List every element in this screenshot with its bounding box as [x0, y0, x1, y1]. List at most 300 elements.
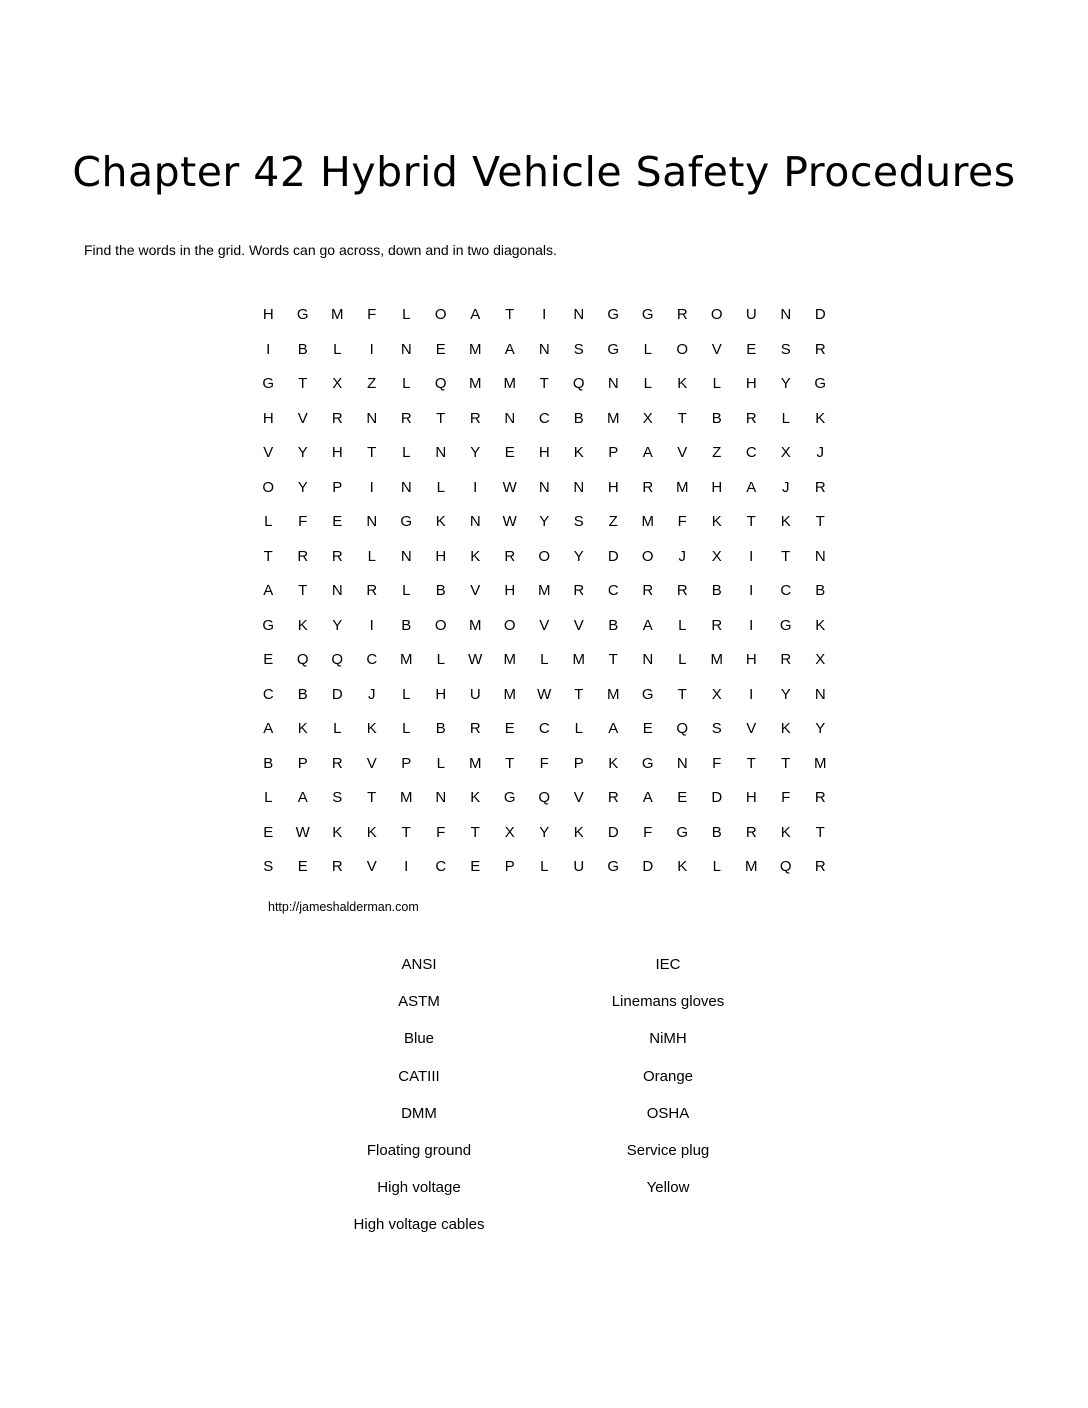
source-url: http://jameshalderman.com [268, 900, 419, 914]
grid-letter[interactable]: L [540, 651, 549, 668]
grid-letter[interactable]: Y [332, 616, 343, 634]
grid-letter[interactable]: N [642, 651, 654, 668]
grid-letter[interactable]: E [504, 444, 515, 461]
grid-letter[interactable]: F [436, 823, 446, 841]
grid-letter[interactable]: A [263, 582, 274, 599]
word-list-item: CATIII [398, 1067, 440, 1085]
grid-letter[interactable]: M [503, 651, 516, 668]
grid-letter[interactable]: L [264, 789, 273, 806]
grid-letter[interactable]: I [473, 478, 478, 496]
grid-letter[interactable]: C [366, 651, 378, 668]
grid-letter[interactable]: O [641, 547, 654, 565]
grid-letter[interactable]: K [366, 823, 377, 841]
grid-letter[interactable]: X [711, 547, 722, 565]
grid-letter[interactable]: C [780, 582, 792, 599]
grid-letter[interactable]: L [402, 444, 411, 461]
grid-letter[interactable]: M [503, 685, 516, 703]
grid-letter[interactable]: Q [572, 375, 585, 392]
grid-letter[interactable]: G [262, 616, 275, 634]
grid-letter[interactable]: L [402, 720, 411, 737]
grid-letter[interactable]: K [677, 375, 688, 392]
grid-letter[interactable]: M [503, 375, 516, 392]
grid-letter[interactable]: T [539, 375, 549, 392]
grid-letter[interactable]: R [331, 754, 343, 772]
grid-letter[interactable]: T [367, 444, 377, 461]
grid-letter[interactable]: I [369, 616, 374, 634]
grid-letter[interactable]: A [297, 789, 308, 806]
grid-letter[interactable]: Q [779, 858, 792, 875]
grid-letter[interactable]: S [573, 513, 584, 530]
grid-letter[interactable]: I [749, 616, 754, 634]
grid-letter[interactable]: I [749, 685, 754, 703]
grid-letter[interactable]: H [435, 685, 447, 703]
grid-letter[interactable]: L [264, 513, 273, 530]
grid-letter[interactable]: C [262, 685, 274, 703]
grid-letter[interactable]: I [266, 340, 271, 358]
grid-letter[interactable]: C [435, 858, 447, 875]
grid-letter[interactable]: B [711, 823, 722, 841]
grid-letter[interactable]: U [745, 306, 757, 323]
grid-letter[interactable]: F [539, 754, 549, 772]
grid-letter[interactable]: L [402, 306, 411, 323]
word-list-item: ASTM [398, 993, 440, 1011]
grid-letter[interactable]: T [815, 513, 825, 530]
grid-letter[interactable]: H [262, 306, 274, 323]
grid-letter[interactable]: B [435, 720, 446, 737]
grid-letter[interactable]: I [369, 478, 374, 496]
grid-letter[interactable]: X [332, 375, 343, 392]
grid-letter[interactable]: V [297, 409, 308, 427]
grid-letter[interactable]: M [710, 651, 723, 668]
grid-letter[interactable]: Z [608, 513, 618, 530]
grid-letter[interactable]: M [469, 375, 482, 392]
grid-letter[interactable]: N [573, 478, 585, 496]
grid-letter[interactable]: K [677, 858, 688, 875]
grid-letter[interactable]: L [712, 858, 721, 875]
grid-letter[interactable]: O [538, 547, 551, 565]
grid-letter[interactable]: E [642, 720, 653, 737]
grid-letter[interactable]: T [436, 409, 446, 427]
grid-letter[interactable]: B [297, 340, 308, 358]
grid-letter[interactable]: H [538, 444, 550, 461]
grid-letter[interactable]: B [263, 754, 274, 772]
grid-letter[interactable]: B [573, 409, 584, 427]
grid-letter[interactable]: R [814, 478, 826, 496]
grid-letter[interactable]: Q [434, 375, 447, 392]
grid-letter[interactable]: L [712, 375, 721, 392]
grid-letter[interactable]: T [781, 547, 791, 565]
grid-letter[interactable]: N [676, 754, 688, 772]
grid-letter[interactable]: G [641, 754, 654, 772]
grid-letter[interactable]: R [814, 858, 826, 875]
grid-letter[interactable]: I [542, 306, 547, 323]
grid-letter[interactable]: S [780, 340, 791, 358]
grid-letter[interactable]: R [745, 409, 757, 427]
grid-letter[interactable]: T [298, 375, 308, 392]
grid-letter[interactable]: K [297, 720, 308, 737]
grid-letter[interactable]: R [814, 340, 826, 358]
grid-letter[interactable]: O [262, 478, 275, 496]
grid-letter[interactable]: A [263, 720, 274, 737]
grid-letter[interactable]: M [469, 754, 482, 772]
grid-letter[interactable]: I [369, 340, 374, 358]
grid-letter[interactable]: N [331, 582, 343, 599]
grid-letter[interactable]: R [366, 582, 378, 599]
grid-letter[interactable]: A [608, 720, 619, 737]
grid-letter[interactable]: D [711, 789, 723, 806]
grid-letter[interactable]: V [573, 789, 584, 806]
grid-letter[interactable]: K [470, 789, 481, 806]
grid-letter[interactable]: L [678, 651, 687, 668]
grid-letter[interactable]: K [573, 444, 584, 461]
grid-letter[interactable]: L [402, 582, 411, 599]
grid-letter[interactable]: A [504, 340, 515, 358]
grid-letter[interactable]: T [781, 754, 791, 772]
grid-letter[interactable]: K [608, 754, 619, 772]
grid-letter[interactable]: R [745, 823, 757, 841]
grid-letter[interactable]: D [607, 823, 619, 841]
grid-letter[interactable]: T [677, 409, 687, 427]
grid-letter[interactable]: H [331, 444, 343, 461]
grid-letter[interactable]: T [263, 547, 273, 565]
grid-letter[interactable]: N [780, 306, 792, 323]
grid-letter[interactable]: L [643, 375, 652, 392]
grid-letter[interactable]: P [608, 444, 619, 461]
grid-letter[interactable]: T [505, 306, 515, 323]
word-list-item: Blue [403, 1030, 435, 1048]
grid-letter[interactable]: G [641, 306, 654, 323]
grid-letter[interactable]: Y [539, 823, 550, 841]
grid-letter[interactable]: K [470, 547, 481, 565]
grid-letter[interactable]: T [815, 823, 825, 841]
grid-letter[interactable]: T [505, 754, 515, 772]
grid-letter[interactable]: J [368, 685, 376, 703]
grid-letter[interactable]: V [539, 616, 550, 634]
grid-letter[interactable]: R [297, 547, 309, 565]
grid-letter[interactable]: K [332, 823, 343, 841]
grid-letter[interactable]: N [814, 685, 826, 703]
grid-letter[interactable]: V [573, 616, 584, 634]
grid-letter[interactable]: G [779, 616, 792, 634]
grid-letter[interactable]: L [436, 754, 445, 772]
grid-letter[interactable]: P [504, 858, 515, 875]
grid-letter[interactable]: L [540, 858, 549, 875]
grid-letter[interactable]: L [574, 720, 583, 737]
grid-letter[interactable]: T [470, 823, 480, 841]
grid-letter[interactable]: K [573, 823, 584, 841]
grid-letter[interactable]: M [400, 651, 413, 668]
grid-letter[interactable]: E [746, 340, 757, 358]
grid-letter[interactable]: R [331, 858, 343, 875]
grid-letter[interactable]: G [607, 306, 620, 323]
grid-letter[interactable]: V [366, 858, 377, 875]
grid-letter[interactable]: K [435, 513, 446, 530]
grid-letter[interactable]: R [469, 409, 481, 427]
grid-letter[interactable]: X [642, 409, 653, 427]
grid-letter[interactable]: R [573, 582, 585, 599]
grid-letter[interactable]: D [331, 685, 343, 703]
grid-letter[interactable]: T [401, 823, 411, 841]
grid-letter[interactable]: G [262, 375, 275, 392]
grid-letter[interactable]: D [607, 547, 619, 565]
grid-letter[interactable]: W [537, 685, 552, 703]
grid-letter[interactable]: R [331, 409, 343, 427]
grid-letter[interactable]: G [814, 375, 827, 392]
grid-letter[interactable]: T [608, 651, 618, 668]
word-list-item: Linemans gloves [611, 993, 725, 1011]
grid-letter[interactable]: L [436, 478, 445, 496]
grid-letter[interactable]: O [710, 306, 723, 323]
grid-letter[interactable]: N [400, 340, 412, 358]
grid-letter[interactable]: T [746, 754, 756, 772]
grid-letter[interactable]: E [504, 720, 515, 737]
grid-letter[interactable]: W [295, 823, 310, 841]
grid-letter[interactable]: V [470, 582, 481, 599]
grid-letter[interactable]: K [815, 409, 826, 427]
grid-letter[interactable]: W [502, 478, 517, 496]
grid-letter[interactable]: O [676, 340, 689, 358]
grid-letter[interactable]: E [263, 651, 274, 668]
grid-letter[interactable]: B [401, 616, 412, 634]
grid-letter[interactable]: J [678, 547, 686, 565]
grid-letter[interactable]: M [469, 616, 482, 634]
grid-letter[interactable]: M [745, 858, 758, 875]
grid-letter[interactable]: E [263, 823, 274, 841]
grid-letter[interactable]: V [263, 444, 274, 461]
grid-letter[interactable]: L [333, 720, 342, 737]
grid-letter[interactable]: B [711, 582, 722, 599]
grid-letter[interactable]: Q [538, 789, 551, 806]
grid-letter[interactable]: X [504, 823, 515, 841]
grid-letter[interactable]: K [780, 823, 791, 841]
grid-letter[interactable]: M [676, 478, 689, 496]
grid-letter[interactable]: Q [296, 651, 309, 668]
grid-letter[interactable]: L [402, 375, 411, 392]
grid-letter[interactable]: K [780, 720, 791, 737]
grid-letter[interactable]: B [815, 582, 826, 599]
grid-letter[interactable]: N [814, 547, 826, 565]
grid-letter[interactable]: M [607, 685, 620, 703]
grid-letter[interactable]: G [400, 513, 413, 530]
grid-letter[interactable]: C [745, 444, 757, 461]
grid-letter[interactable]: F [712, 754, 722, 772]
grid-letter[interactable]: Y [780, 685, 791, 703]
grid-letter[interactable]: R [711, 616, 723, 634]
grid-letter[interactable]: S [573, 340, 584, 358]
grid-letter[interactable]: E [297, 858, 308, 875]
grid-letter[interactable]: G [607, 858, 620, 875]
grid-letter[interactable]: L [333, 340, 342, 358]
word-list-item: Yellow [646, 1179, 690, 1197]
grid-letter[interactable]: R [331, 547, 343, 565]
grid-letter[interactable]: X [711, 685, 722, 703]
grid-letter[interactable]: I [404, 858, 409, 875]
grid-letter[interactable]: V [746, 720, 757, 737]
grid-letter[interactable]: O [434, 616, 447, 634]
grid-letter[interactable]: N [400, 547, 412, 565]
instructions: Find the words in the grid. Words can go across, down and in two diagonals. [84, 242, 557, 258]
grid-letter[interactable]: N [538, 340, 550, 358]
grid-letter[interactable]: N [435, 789, 447, 806]
grid-letter[interactable]: M [469, 340, 482, 358]
grid-letter[interactable]: L [436, 651, 445, 668]
grid-letter[interactable]: P [332, 478, 343, 496]
grid-letter[interactable]: D [642, 858, 654, 875]
grid-letter[interactable]: H [745, 375, 757, 392]
grid-letter[interactable]: W [468, 651, 483, 668]
grid-letter[interactable]: D [814, 306, 826, 323]
grid-letter[interactable]: G [641, 685, 654, 703]
grid-letter[interactable]: C [538, 720, 550, 737]
grid-letter[interactable]: Y [297, 478, 308, 496]
grid-letter[interactable]: R [780, 651, 792, 668]
grid-letter[interactable]: F [298, 513, 308, 530]
grid-letter[interactable]: H [745, 651, 757, 668]
grid-letter[interactable]: B [435, 582, 446, 599]
grid-letter[interactable]: N [538, 478, 550, 496]
grid-letter[interactable]: V [677, 444, 688, 461]
grid-letter[interactable]: M [331, 306, 344, 323]
grid-letter[interactable]: K [297, 616, 308, 634]
grid-letter[interactable]: E [332, 513, 343, 530]
grid-letter[interactable]: U [469, 685, 481, 703]
grid-letter[interactable]: N [607, 375, 619, 392]
grid-letter[interactable]: G [607, 340, 620, 358]
grid-letter[interactable]: N [435, 444, 447, 461]
word-list-item: High voltage cables [353, 1216, 485, 1234]
grid-letter[interactable]: N [573, 306, 585, 323]
grid-letter[interactable]: H [711, 478, 723, 496]
grid-letter[interactable]: M [607, 409, 620, 427]
grid-letter[interactable]: Q [676, 720, 689, 737]
grid-letter[interactable]: N [504, 409, 516, 427]
grid-letter[interactable]: L [367, 547, 376, 565]
grid-letter[interactable]: F [367, 306, 377, 323]
grid-letter[interactable]: N [400, 478, 412, 496]
grid-letter[interactable]: N [366, 409, 378, 427]
grid-letter[interactable]: H [504, 582, 516, 599]
grid-letter[interactable]: O [503, 616, 516, 634]
grid-letter[interactable]: R [400, 409, 412, 427]
grid-letter[interactable]: J [782, 478, 790, 496]
grid-letter[interactable]: Y [780, 375, 791, 392]
grid-letter[interactable]: C [538, 409, 550, 427]
grid-letter[interactable]: P [297, 754, 308, 772]
grid-letter[interactable]: X [780, 444, 791, 461]
grid-letter[interactable]: T [367, 789, 377, 806]
grid-letter[interactable]: M [814, 754, 827, 772]
grid-letter[interactable]: K [366, 720, 377, 737]
grid-letter[interactable]: W [502, 513, 517, 530]
grid-letter[interactable]: A [470, 306, 481, 323]
grid-letter[interactable]: G [676, 823, 689, 841]
grid-letter[interactable]: N [469, 513, 481, 530]
grid-letter[interactable]: E [677, 789, 688, 806]
grid-letter[interactable]: I [749, 547, 754, 565]
grid-letter[interactable]: R [814, 789, 826, 806]
grid-letter[interactable]: E [470, 858, 481, 875]
grid-letter[interactable]: P [573, 754, 584, 772]
grid-letter[interactable]: N [366, 513, 378, 530]
grid-letter[interactable]: S [263, 858, 274, 875]
grid-letter[interactable]: M [538, 582, 551, 599]
grid-letter[interactable]: K [815, 616, 826, 634]
grid-letter[interactable]: H [607, 478, 619, 496]
grid-letter[interactable]: Q [331, 651, 344, 668]
grid-letter[interactable]: H [745, 789, 757, 806]
grid-letter[interactable]: L [643, 340, 652, 358]
grid-letter[interactable]: G [296, 306, 309, 323]
grid-letter[interactable]: X [815, 651, 826, 668]
grid-letter[interactable]: T [677, 685, 687, 703]
grid-letter[interactable]: K [711, 513, 722, 530]
grid-letter[interactable]: T [574, 685, 584, 703]
grid-letter[interactable]: F [643, 823, 653, 841]
grid-letter[interactable]: H [262, 409, 274, 427]
grid-letter[interactable]: F [781, 789, 791, 806]
grid-letter[interactable]: R [642, 582, 654, 599]
grid-letter[interactable]: G [503, 789, 516, 806]
grid-letter[interactable]: F [677, 513, 687, 530]
grid-letter[interactable]: M [572, 651, 585, 668]
grid-letter[interactable]: R [607, 789, 619, 806]
grid-letter[interactable]: T [746, 513, 756, 530]
grid-letter[interactable]: T [298, 582, 308, 599]
grid-letter[interactable]: S [332, 789, 343, 806]
grid-letter[interactable]: Z [712, 444, 722, 461]
grid-letter[interactable]: Y [573, 547, 584, 565]
grid-letter[interactable]: A [642, 789, 653, 806]
grid-letter[interactable]: V [711, 340, 722, 358]
grid-letter[interactable]: Y [539, 513, 550, 530]
grid-letter[interactable]: L [781, 409, 790, 427]
grid-letter[interactable]: Y [815, 720, 826, 737]
grid-letter[interactable]: U [573, 858, 585, 875]
grid-letter[interactable]: L [402, 685, 411, 703]
grid-letter[interactable]: S [711, 720, 722, 737]
grid-letter[interactable]: Z [367, 375, 377, 392]
grid-letter[interactable]: R [504, 547, 516, 565]
grid-letter[interactable]: L [678, 616, 687, 634]
grid-letter[interactable]: K [780, 513, 791, 530]
grid-letter[interactable]: R [469, 720, 481, 737]
grid-letter[interactable]: B [297, 685, 308, 703]
grid-letter[interactable]: M [400, 789, 413, 806]
grid-letter[interactable]: I [749, 582, 754, 599]
grid-letter[interactable]: R [676, 582, 688, 599]
word-list-item: OSHA [646, 1104, 690, 1122]
grid-letter[interactable]: A [642, 444, 653, 461]
grid-letter[interactable]: H [435, 547, 447, 565]
grid-letter[interactable]: P [401, 754, 412, 772]
grid-letter[interactable]: Y [470, 444, 481, 461]
grid-letter[interactable]: J [816, 444, 824, 461]
grid-letter[interactable]: E [435, 340, 446, 358]
grid-letter[interactable]: R [642, 478, 654, 496]
word-list-item: DMM [401, 1104, 437, 1122]
grid-letter[interactable]: C [607, 582, 619, 599]
grid-letter[interactable]: A [642, 616, 653, 634]
grid-letter[interactable]: O [434, 306, 447, 323]
grid-letter[interactable]: B [608, 616, 619, 634]
grid-letter[interactable]: M [641, 513, 654, 530]
word-list-item: NiMH [649, 1030, 687, 1048]
grid-letter[interactable]: B [711, 409, 722, 427]
grid-letter[interactable]: Y [297, 444, 308, 461]
grid-letter[interactable]: A [746, 478, 757, 496]
grid-letter[interactable]: V [366, 754, 377, 772]
grid-letter[interactable]: R [676, 306, 688, 323]
